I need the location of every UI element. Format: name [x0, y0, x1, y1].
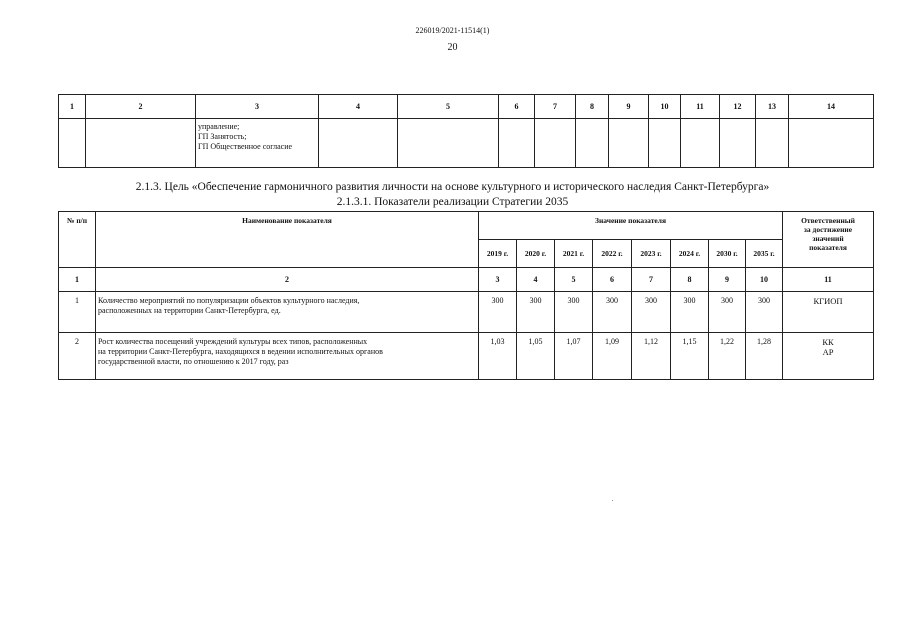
indicator-value: 1,05 [517, 333, 555, 380]
indicator-name [96, 292, 479, 333]
responsible-line: КГИОП [813, 296, 843, 306]
year-header: 2024 г. [671, 240, 709, 268]
responsible-line: АР [822, 347, 834, 357]
indicators-table [58, 211, 874, 380]
indicator-name-line: Количество мероприятий по популяризации объектов культурного наследия, [98, 296, 360, 305]
indicator-value: 1,22 [709, 333, 746, 380]
row-number: 2 [59, 333, 96, 380]
header-name: Наименование показателя [96, 212, 479, 268]
indicator-name-line: на территории Санкт-Петербурга, находящихся в ведении исполнительных органов [98, 347, 383, 356]
indicator-value: 1,07 [555, 333, 593, 380]
column-number: 4 [517, 268, 555, 292]
column-number: 13 [756, 95, 789, 119]
header-value: Значение показателя [479, 212, 783, 240]
table-cell [86, 119, 196, 168]
indicator-value: 1,28 [746, 333, 783, 380]
indicator-value: 1,03 [479, 333, 517, 380]
continuation-header-row [59, 95, 874, 119]
year-header: 2023 г. [632, 240, 671, 268]
year-header: 2022 г. [593, 240, 632, 268]
indicator-name-line: Рост количества посещений учреждений культуры всех типов, расположенных [98, 337, 368, 346]
table-cell [499, 119, 535, 168]
indicator-value: 300 [671, 292, 709, 333]
programs-cell [196, 119, 319, 168]
indicator-value: 300 [746, 292, 783, 333]
cell-line: управление; [198, 122, 240, 131]
column-number: 9 [709, 268, 746, 292]
table-cell [535, 119, 576, 168]
indicator-value: 300 [479, 292, 517, 333]
responsible-line: КК [822, 337, 834, 347]
continuation-table [58, 94, 874, 168]
column-number: 10 [649, 95, 681, 119]
column-number: 5 [398, 95, 499, 119]
cell-line: ГП Общественное согласие [198, 142, 293, 151]
column-number: 1 [59, 95, 86, 119]
column-number: 12 [720, 95, 756, 119]
table-cell [319, 119, 398, 168]
column-number: 9 [609, 95, 649, 119]
column-number: 10 [746, 268, 783, 292]
indicator-value: 300 [517, 292, 555, 333]
table-cell [720, 119, 756, 168]
header-line: Ответственный [801, 216, 855, 225]
table-row [59, 333, 874, 380]
column-number: 6 [499, 95, 535, 119]
table-cell [398, 119, 499, 168]
indicator-value: 300 [709, 292, 746, 333]
column-number: 11 [783, 268, 874, 292]
continuation-row [59, 119, 874, 168]
indicator-name-line: государственной власти, по отношению к 2017 году, раз [98, 357, 289, 366]
indicator-value: 300 [632, 292, 671, 333]
column-number: 3 [479, 268, 517, 292]
column-number: 8 [576, 95, 609, 119]
document-id: 226019/2021-11514(1) [415, 26, 490, 35]
table-cell [789, 119, 874, 168]
column-number: 7 [632, 268, 671, 292]
indicator-name-line: расположенных на территории Санкт-Петербурга, ед. [98, 306, 281, 315]
table-cell [59, 119, 86, 168]
goal-title: 2.1.3. Цель «Обеспечение гармоничного развития личности на основе культурного и исторического наследия Санкт-Петербурга» [135, 181, 770, 193]
year-header: 2019 г. [479, 240, 517, 268]
column-number: 7 [535, 95, 576, 119]
column-number: 6 [593, 268, 632, 292]
table-cell [649, 119, 681, 168]
indicator-value: 1,15 [671, 333, 709, 380]
header-num: № п/п [59, 212, 96, 268]
row-number: 1 [59, 292, 96, 333]
column-number: 2 [86, 95, 196, 119]
table-cell [576, 119, 609, 168]
column-numbers-row [59, 268, 874, 292]
year-header: 2020 г. [517, 240, 555, 268]
column-number: 2 [96, 268, 479, 292]
column-number: 4 [319, 95, 398, 119]
header-line: показателя [809, 243, 847, 252]
indicator-value: 300 [593, 292, 632, 333]
year-header: 2021 г. [555, 240, 593, 268]
indicator-value: 1,09 [593, 333, 632, 380]
header-line: за достижение [803, 225, 853, 234]
table-cell [756, 119, 789, 168]
column-number: 3 [196, 95, 319, 119]
section-subtitle: 2.1.3.1. Показатели реализации Стратегии 2035 [336, 196, 569, 208]
table-cell [609, 119, 649, 168]
page-number: 20 [447, 42, 458, 53]
table-row [59, 292, 874, 333]
column-number: 8 [671, 268, 709, 292]
scan-speck [612, 500, 613, 501]
indicator-name [96, 333, 479, 380]
responsible-cell [783, 292, 874, 333]
indicators-header-row [59, 212, 874, 240]
table-cell [681, 119, 720, 168]
responsible-cell [783, 333, 874, 380]
year-header: 2035 г. [746, 240, 783, 268]
header-line: значений [812, 234, 844, 243]
cell-line: ГП Занятость; [198, 132, 247, 141]
indicator-value: 1,12 [632, 333, 671, 380]
year-header: 2030 г. [709, 240, 746, 268]
column-number: 1 [59, 268, 96, 292]
indicator-value: 300 [555, 292, 593, 333]
column-number: 11 [681, 95, 720, 119]
column-number: 14 [789, 95, 874, 119]
header-responsible [783, 212, 874, 268]
column-number: 5 [555, 268, 593, 292]
